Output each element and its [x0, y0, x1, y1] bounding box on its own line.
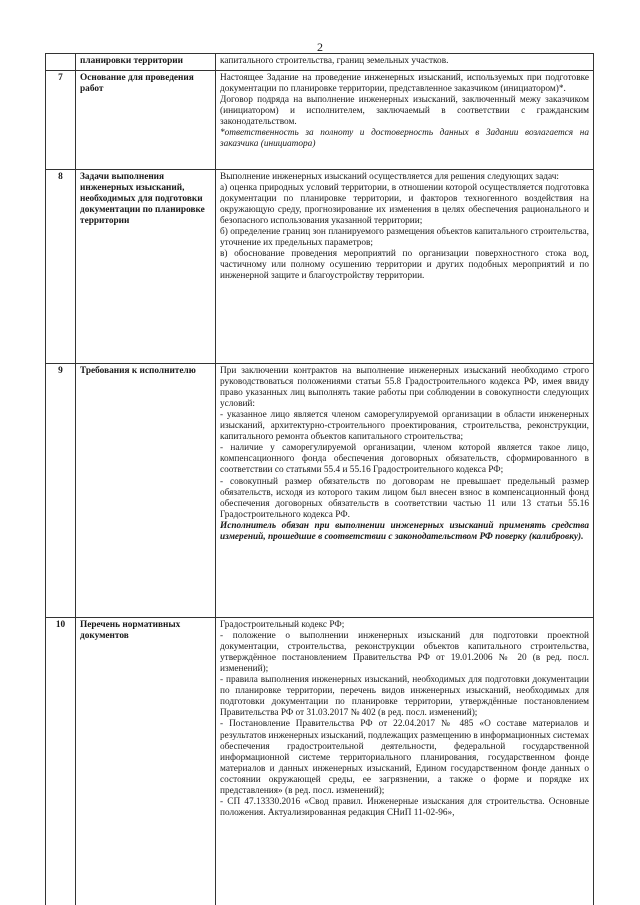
row-heading: Основание для проведения работ — [76, 71, 216, 170]
row-content — [216, 170, 594, 364]
content-paragraph: в) обоснование проведения мероприятий по организации поверхностного стока вод, частичному или полному осушению территории и других подобных мероприятий и по инженерной защите и благоустройству территории. — [220, 249, 589, 282]
content-paragraph: Настоящее Задание на проведение инженерных изысканий, используемых при подготовке документации по планировке территории, представленное заказчиком (инициатором)*. — [220, 73, 589, 95]
table-row — [46, 71, 594, 170]
row-heading: Требования к исполнителю — [76, 364, 216, 618]
row-number: 7 — [46, 71, 76, 170]
row-number: 8 — [46, 170, 76, 364]
row-content — [216, 71, 594, 170]
content-paragraph: Градостроительный кодекс РФ; — [220, 620, 345, 631]
row-content — [216, 364, 594, 618]
content-paragraph: - СП 47.13330.2016 «Свод правил. Инженерные изыскания для строительства. Основные положения. Актуализированная редакция СНиП 11-02-96», — [220, 796, 589, 818]
content-paragraph: Выполнение инженерных изысканий осуществляется для решения следующих задач: — [220, 172, 559, 183]
row-number: 10 — [46, 618, 76, 905]
row-content — [216, 618, 594, 905]
content-paragraph: а) оценка природных условий территории, в отношении которой осуществляется подготовка документации по планировке территории, и факторов техногенного воздействия на окружающую среду, прогнозирование их изменения в целях обеспечения рационального и безопасного использования указанной территории; — [220, 183, 589, 227]
content-paragraph: - положение о выполнении инженерных изысканий для подготовки проектной документации, строительства, реконструкции объектов капитального строительства, утверждённое постановлением Правительства РФ от 19.01.2006 № 20 (в ред. посл. изменений); — [220, 631, 589, 675]
table-row — [46, 170, 594, 364]
row-number — [46, 54, 76, 71]
content-paragraph: При заключении контрактов на выполнение инженерных изысканий необходимо строго руководствоваться положениями статьи 55.8 Градостроительного кодекса РФ, имея ввиду право указанных лиц выполнять такие работы при соблюдении в совокупности следующих условий: — [220, 366, 589, 410]
page-number: 2 — [317, 40, 323, 54]
content-paragraph: - правила выполнения инженерных изысканий, необходимых для подготовки документации по планировке территории, перечень видов инженерных изысканий, необходимых для подготовки документации по планировке территории, утверждённые постановлением Правительства РФ от 31.03.2017 № 402 (в ред. посл. изменений); — [220, 675, 589, 719]
row-heading: планировки территории — [76, 54, 216, 71]
content-paragraph: - наличие у саморегулируемой организации, членом которой является такое лицо, компенсационного фонда обеспечения договорных обязательств, сформированного в соответствии со статьями 55.4 и 55.16 Градостроительного кодекса РФ; — [220, 443, 589, 476]
content-paragraph: б) определение границ зон планируемого размещения объектов капитального строительства, уточнение их предельных параметров; — [220, 227, 589, 249]
table-row — [46, 618, 594, 905]
row-heading: Перечень нормативных документов — [76, 618, 216, 905]
row-heading: Задачи выполнения инженерных изысканий, необходимых для подготовки документации по планировке территории — [76, 170, 216, 364]
row-content — [216, 54, 594, 71]
content-paragraph: *ответственность за полноту и достоверность данных в Задании возлагается на заказчика (инициатора) — [220, 128, 589, 150]
row-number: 9 — [46, 364, 76, 618]
content-paragraph: капитального строительства, границ земельных участков. — [220, 56, 449, 66]
content-paragraph: - указанное лицо является членом саморегулируемой организации в области инженерных изысканий, архитектурно-строительного проектирования, строительства, реконструкции, капитального ремонта объектов капитального строительства; — [220, 410, 589, 443]
content-paragraph: - совокупный размер обязательств по договорам не превышает предельный размер обязательств, исходя из которого таким лицом был внесен взнос в компенсационный фонд обеспечения договорных обязательств в соответствии частью 11 или 13 статьи 55.16 Градостроительного кодекса РФ. — [220, 476, 589, 520]
requirements-table — [45, 53, 594, 905]
table-row — [46, 54, 594, 71]
table-row — [46, 364, 594, 618]
content-paragraph: Исполнитель обязан при выполнении инженерных изысканий применять средства измерений, прошедшие в соответствии с законодательством РФ поверку (калибровку). — [220, 520, 589, 542]
content-paragraph: Договор подряда на выполнение инженерных изысканий, заключенный межу заказчиком (инициатором) и исполнителем, заключаемый в соответствии с гражданским законодательством. — [220, 95, 589, 128]
content-paragraph: - Постановление Правительства РФ от 22.04.2017 № 485 «О составе материалов и результатов инженерных изысканий, подлежащих размещению в информационных системах обеспечения градостроительной деятельности, федеральной государственной информационной системе территориального планирования, государственном фонде материалов и данных инженерных изысканий, Едином государственном фонде данных о состоянии окружающей среды, ее загрязнении, а также о форме и порядке их представления» (в ред. посл. изменений); — [220, 719, 589, 796]
